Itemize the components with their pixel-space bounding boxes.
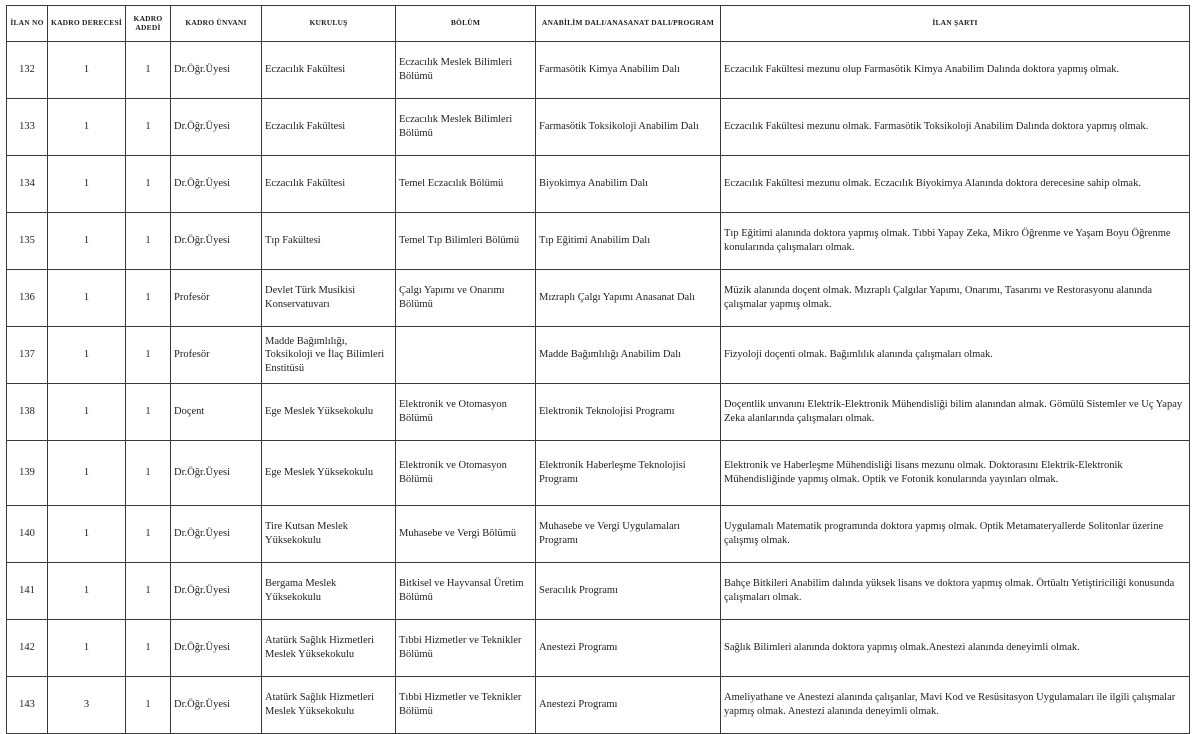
table-row [7, 677, 1190, 734]
cell-ilan-sarti: Eczacılık Fakültesi mezunu olmak. Farmasötik Toksikoloji Anabilim Dalında doktora yapmış olmak. [721, 99, 1190, 156]
cell-kadro-unvani: Dr.Öğr.Üyesi [171, 42, 262, 99]
header-row [7, 6, 1190, 42]
cell-bolum: Eczacılık Meslek Bilimleri Bölümü [396, 99, 536, 156]
header-ilan-no: İLAN NO [7, 6, 48, 42]
cell-kadro-unvani: Profesör [171, 327, 262, 384]
cell-bolum: Temel Tıp Bilimleri Bölümü [396, 213, 536, 270]
table-row [7, 327, 1190, 384]
cell-kadro-adedi: 1 [126, 327, 171, 384]
cell-anabilim: Madde Bağımlılığı Anabilim Dalı [536, 327, 721, 384]
cell-anabilim: Anestezi Programı [536, 620, 721, 677]
cell-ilan-no: 139 [7, 441, 48, 506]
header-bolum: BÖLÜM [396, 6, 536, 42]
cell-kadro-adedi: 1 [126, 42, 171, 99]
cell-kadro-adedi: 1 [126, 620, 171, 677]
cell-bolum: Muhasebe ve Vergi Bölümü [396, 506, 536, 563]
cell-kadro-derecesi: 1 [48, 213, 126, 270]
cell-anabilim: Elektronik Teknolojisi Programı [536, 384, 721, 441]
cell-ilan-sarti: Uygulamalı Matematik programında doktora yapmış olmak. Optik Metamateryallerde Solitonlar üzerine çalışmış olmak. [721, 506, 1190, 563]
cell-kadro-adedi: 1 [126, 270, 171, 327]
cell-anabilim: Seracılık Programı [536, 563, 721, 620]
cell-bolum: Tıbbi Hizmetler ve Teknikler Bölümü [396, 620, 536, 677]
cell-kadro-derecesi: 1 [48, 270, 126, 327]
cell-kadro-adedi: 1 [126, 213, 171, 270]
cell-ilan-sarti: Tıp Eğitimi alanında doktora yapmış olmak. Tıbbi Yapay Zeka, Mikro Öğrenme ve Yaşam Boyu Öğrenme konularında çalışmaları olmak. [721, 213, 1190, 270]
cell-ilan-sarti: Sağlık Bilimleri alanında doktora yapmış olmak.Anestezi alanında deneyimli olmak. [721, 620, 1190, 677]
table-row [7, 620, 1190, 677]
cell-kurulus: Madde Bağımlılığı, Toksikoloji ve İlaç Bilimleri Enstitüsü [262, 327, 396, 384]
cell-anabilim: Muhasebe ve Vergi Uygulamaları Programı [536, 506, 721, 563]
cell-kurulus: Ege Meslek Yüksekokulu [262, 384, 396, 441]
ilan-table [6, 5, 1190, 734]
cell-kadro-unvani: Dr.Öğr.Üyesi [171, 99, 262, 156]
cell-kadro-unvani: Profesör [171, 270, 262, 327]
cell-ilan-sarti: Elektronik ve Haberleşme Mühendisliği lisans mezunu olmak. Doktorasını Elektrik-Elektronik Mühendisliğinde yapmış olmak. Optik ve Fotonik konularında yayınları olmak. [721, 441, 1190, 506]
cell-kurulus: Tıp Fakültesi [262, 213, 396, 270]
table-row [7, 384, 1190, 441]
cell-kadro-derecesi: 1 [48, 441, 126, 506]
cell-ilan-no: 141 [7, 563, 48, 620]
table-row [7, 42, 1190, 99]
cell-kadro-adedi: 1 [126, 677, 171, 734]
header-kadro-adedi: KADRO ADEDİ [126, 6, 171, 42]
cell-kurulus: Devlet Türk Musikisi Konservatuvarı [262, 270, 396, 327]
cell-kadro-unvani: Dr.Öğr.Üyesi [171, 213, 262, 270]
cell-kadro-derecesi: 1 [48, 506, 126, 563]
cell-kurulus: Ege Meslek Yüksekokulu [262, 441, 396, 506]
table-row [7, 506, 1190, 563]
cell-kurulus: Eczacılık Fakültesi [262, 156, 396, 213]
cell-kurulus: Bergama Meslek Yüksekokulu [262, 563, 396, 620]
cell-kadro-unvani: Dr.Öğr.Üyesi [171, 156, 262, 213]
header-kadro-derecesi: KADRO DERECESİ [48, 6, 126, 42]
cell-kadro-derecesi: 1 [48, 99, 126, 156]
cell-ilan-no: 133 [7, 99, 48, 156]
cell-ilan-no: 135 [7, 213, 48, 270]
table-row [7, 441, 1190, 506]
cell-kurulus: Eczacılık Fakültesi [262, 99, 396, 156]
cell-ilan-no: 143 [7, 677, 48, 734]
cell-kurulus: Atatürk Sağlık Hizmetleri Meslek Yüksekokulu [262, 677, 396, 734]
cell-kadro-adedi: 1 [126, 563, 171, 620]
cell-anabilim: Anestezi Programı [536, 677, 721, 734]
cell-kurulus: Eczacılık Fakültesi [262, 42, 396, 99]
cell-bolum: Elektronik ve Otomasyon Bölümü [396, 441, 536, 506]
cell-anabilim: Tıp Eğitimi Anabilim Dalı [536, 213, 721, 270]
header-ilan-sarti: İLAN ŞARTI [721, 6, 1190, 42]
table-row [7, 213, 1190, 270]
table-row [7, 156, 1190, 213]
header-kurulus: KURULUŞ [262, 6, 396, 42]
cell-anabilim: Farmasötik Toksikoloji Anabilim Dalı [536, 99, 721, 156]
cell-kadro-unvani: Dr.Öğr.Üyesi [171, 677, 262, 734]
cell-kadro-adedi: 1 [126, 441, 171, 506]
cell-kadro-unvani: Dr.Öğr.Üyesi [171, 506, 262, 563]
header-kadro-unvani: KADRO ÜNVANI [171, 6, 262, 42]
cell-kadro-derecesi: 1 [48, 156, 126, 213]
cell-kadro-unvani: Dr.Öğr.Üyesi [171, 563, 262, 620]
cell-bolum: Bitkisel ve Hayvansal Üretim Bölümü [396, 563, 536, 620]
cell-anabilim: Mızraplı Çalgı Yapımı Anasanat Dalı [536, 270, 721, 327]
cell-ilan-no: 138 [7, 384, 48, 441]
cell-kadro-adedi: 1 [126, 384, 171, 441]
cell-kurulus: Tire Kutsan Meslek Yüksekokulu [262, 506, 396, 563]
cell-ilan-no: 142 [7, 620, 48, 677]
cell-kadro-derecesi: 3 [48, 677, 126, 734]
table-row [7, 99, 1190, 156]
cell-bolum: Çalgı Yapımı ve Onarımı Bölümü [396, 270, 536, 327]
cell-kurulus: Atatürk Sağlık Hizmetleri Meslek Yüksekokulu [262, 620, 396, 677]
cell-bolum: Eczacılık Meslek Bilimleri Bölümü [396, 42, 536, 99]
cell-bolum: Elektronik ve Otomasyon Bölümü [396, 384, 536, 441]
cell-ilan-sarti: Bahçe Bitkileri Anabilim dalında yüksek lisans ve doktora yapmış olmak. Örtüaltı Yetiştiriciliği konusunda çalışmaları olmak. [721, 563, 1190, 620]
cell-kadro-unvani: Doçent [171, 384, 262, 441]
cell-kadro-derecesi: 1 [48, 42, 126, 99]
cell-anabilim: Biyokimya Anabilim Dalı [536, 156, 721, 213]
cell-ilan-no: 136 [7, 270, 48, 327]
cell-ilan-sarti: Fizyoloji doçenti olmak. Bağımlılık alanında çalışmaları olmak. [721, 327, 1190, 384]
cell-ilan-sarti: Eczacılık Fakültesi mezunu olmak. Eczacılık Biyokimya Alanında doktora derecesine sahip olmak. [721, 156, 1190, 213]
cell-ilan-sarti: Ameliyathane ve Anestezi alanında çalışanlar, Mavi Kod ve Resüsitasyon Uygulamaları ile ilgili çalışmalar yapmış olmak. Anestezi alanında deneyimli olmak. [721, 677, 1190, 734]
table-row [7, 270, 1190, 327]
cell-kadro-derecesi: 1 [48, 384, 126, 441]
cell-ilan-sarti: Müzik alanında doçent olmak. Mızraplı Çalgılar Yapımı, Onarımı, Tasarımı ve Restorasyonu alanında çalışmalar yapmış olmak. [721, 270, 1190, 327]
cell-kadro-unvani: Dr.Öğr.Üyesi [171, 620, 262, 677]
cell-kadro-derecesi: 1 [48, 620, 126, 677]
cell-ilan-no: 137 [7, 327, 48, 384]
cell-ilan-no: 132 [7, 42, 48, 99]
cell-bolum: Tıbbi Hizmetler ve Teknikler Bölümü [396, 677, 536, 734]
cell-kadro-adedi: 1 [126, 156, 171, 213]
cell-kadro-derecesi: 1 [48, 563, 126, 620]
cell-ilan-no: 134 [7, 156, 48, 213]
header-anabilim: ANABİLİM DALI/ANASANAT DALI/PROGRAM [536, 6, 721, 42]
cell-anabilim: Elektronik Haberleşme Teknolojisi Programı [536, 441, 721, 506]
cell-ilan-sarti: Doçentlik unvanını Elektrik-Elektronik Mühendisliği bilim alanından almak. Gömülü Sistemler ve Uç Yapay Zeka alanlarında çalışmaları olmak. [721, 384, 1190, 441]
table-row [7, 563, 1190, 620]
cell-anabilim: Farmasötik Kimya Anabilim Dalı [536, 42, 721, 99]
cell-kadro-adedi: 1 [126, 99, 171, 156]
cell-bolum: Temel Eczacılık Bölümü [396, 156, 536, 213]
cell-kadro-adedi: 1 [126, 506, 171, 563]
cell-ilan-sarti: Eczacılık Fakültesi mezunu olup Farmasötik Kimya Anabilim Dalında doktora yapmış olmak. [721, 42, 1190, 99]
cell-ilan-no: 140 [7, 506, 48, 563]
cell-kadro-unvani: Dr.Öğr.Üyesi [171, 441, 262, 506]
cell-kadro-derecesi: 1 [48, 327, 126, 384]
cell-bolum [396, 327, 536, 384]
